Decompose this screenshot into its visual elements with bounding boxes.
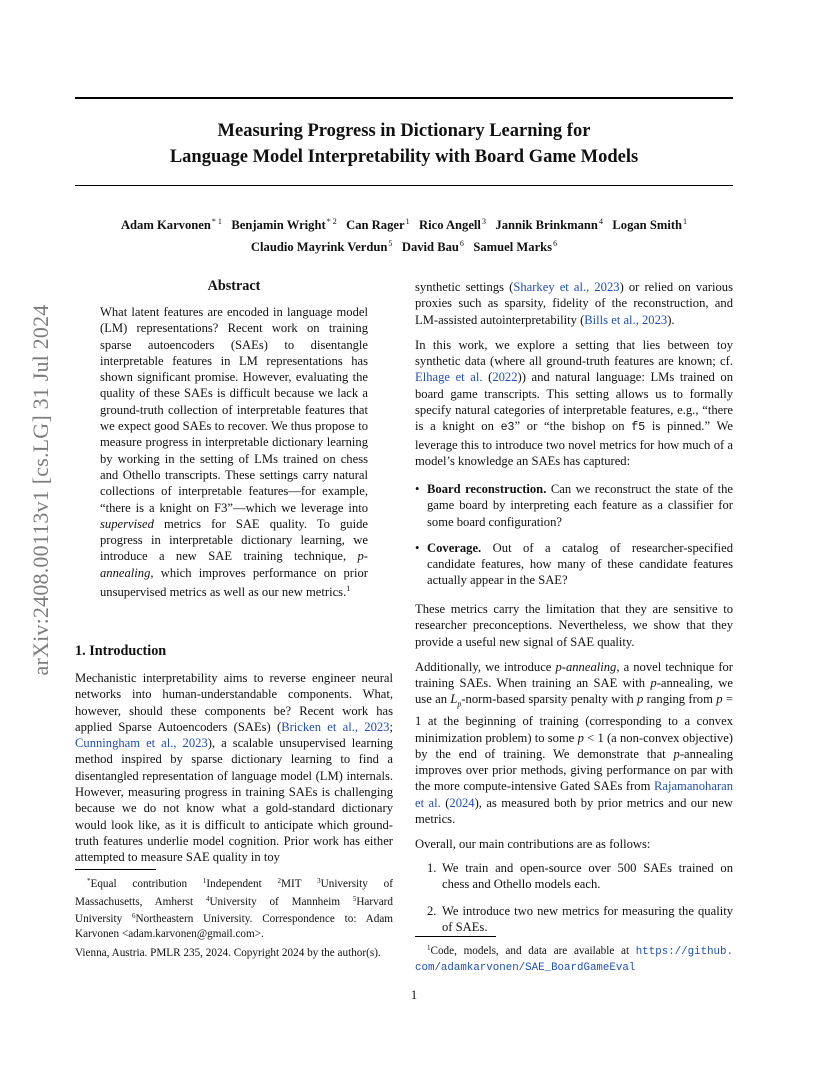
citation-link[interactable]: Bricken et al., 2023 (281, 719, 390, 734)
contributions-list (415, 860, 733, 945)
citation-year-link[interactable]: 2022 (492, 370, 518, 385)
citation-year-link[interactable]: 2024 (449, 795, 475, 810)
abstract-paragraph: What latent features are encoded in language model (LM) representations? Recent work on training sparse autoencoders (SAEs) to disentangle interpretable features in LM representations has shown significant promise. However, evaluating the quality of these SAEs is difficult because we lack a ground-truth collection of interpretable features that we expect good SAEs to recover. We thus propose to measure progress in interpretable dictionary learning by working in the setting of LMs trained on chess and Othello transcripts. These settings carry natural collections of interpretable features—for example, “there is a knight on F3”—which we leverage into supervised metrics for SAE quality. To guide progress in interpretable dictionary learning, we introduce a new SAE training technique, p-annealing, which improves performance on prior unsupervised metrics as well as our new metrics.$^1$ (100, 305, 368, 600)
author: Claudio Mayrink Verdun$^5$ (250, 238, 393, 254)
author-line-1 (75, 213, 733, 235)
github-link[interactable]: https://github. com/adamkarvonen/SAE_BoardGameEval (415, 946, 733, 974)
venue-note: Vienna, Austria. PMLR 235, 2024. Copyright 2024 by the author(s). (75, 947, 381, 959)
list-item: 2. We introduce two new metrics for measuring the quality of SAEs. (427, 903, 733, 934)
paper-title (75, 118, 733, 170)
paragraph: synthetic settings (Sharkey et al., 2023) or relied on various proxies such as sparsity, fidelity of the reconstruction, and LM-assisted autointerpretability (Bills et al., 2023). (415, 280, 733, 327)
list-item: • Coverage. Out of a catalog of researcher-specified candidate features, how many of these candidate features actually appear in the SAE? (415, 540, 733, 588)
author: David Bau$^6$ (401, 238, 464, 254)
citation-link[interactable]: Bills et al., 2023 (584, 312, 668, 327)
code-availability-footnote: $^1$Code, models, and data are available at https://github. com/adamkarvonen/SAE_BoardGameEval (415, 944, 733, 974)
author: Adam Karvonen$^{* 1}$ (120, 217, 222, 232)
arxiv-id-text: arXiv:2408.00113v1 [cs.LG] 31 Jul 2024 (28, 304, 53, 676)
footnote-rule-right (415, 936, 496, 937)
arxiv-identifier (16, 305, 66, 675)
metrics-bullet-list (415, 481, 733, 599)
introduction-body (75, 670, 393, 866)
list-number: 1. (427, 861, 437, 875)
author: Jannik Brinkmann$^4$ (495, 217, 603, 232)
author: Can Rager$^1$ (346, 217, 410, 232)
title-line-2: Language Model Interpretability with Board Game Models (169, 147, 639, 167)
bullet-icon: • (415, 540, 420, 555)
title-top-rule (75, 97, 733, 99)
author: Samuel Marks$^6$ (473, 238, 558, 254)
abstract-heading: Abstract (207, 278, 261, 294)
list-item: • Board reconstruction. Can we reconstruct the state of the game board by interpreting each feature as a classifier for some board configuration? (415, 482, 734, 529)
paragraph: Overall, our main contributions are as follows: (415, 837, 651, 852)
title-bottom-rule (75, 185, 733, 186)
author: Rico Angell$^3$ (419, 217, 486, 232)
paragraph: In this work, we explore a setting that lies between toy synthetic data (where all ground-truth features are known; cf. Elhage et al. (2022)) and natural language: LMs trained on board game transcripts. This setting allows us to formally specify natural categories of interpretable features, e.g., “there is a knight on e3” or “the bishop on f5 is pinned.” We leverage this to introduce two novel metrics for how much of a model’s knowledge an SAEs has captured: (415, 337, 734, 468)
paragraph: Additionally, we introduce p-annealing, a novel technique for training SAEs. When training an SAE with p-annealing, we use an $L_p-norm$-based sparsity penalty with p ranging from p = 1 at the beginning of training (corresponding to a convex minimization problem) to some p < 1 (a non-convex objective) by the end of training. We demonstrate that p-annealing improves over prior methods, giving performance on par with the more compute-intensive Gated SAEs from Rajamanoharan et al. (2024), as measured both by prior metrics and our new metrics. (415, 659, 734, 827)
page-number: 1 (410, 988, 418, 1002)
author: Benjamin Wright$^{* 2}$ (231, 217, 337, 232)
list-item: 1. We train and open-source over 500 SAEs trained on chess and Othello models each. (427, 861, 733, 892)
right-column-top (415, 279, 733, 469)
author-list (75, 213, 733, 256)
bullet-icon: • (415, 482, 420, 496)
section-heading-introduction: 1. Introduction (75, 643, 167, 659)
author-line-2 (75, 235, 733, 257)
citation-link[interactable]: Sharkey et al., 2023 (513, 280, 620, 294)
author: Logan Smith$^1$ (612, 217, 688, 232)
paragraph: These metrics carry the limitation that they are sensitive to researcher preconceptions. Nevertheless, we show that they provide a useful new signal of SAE quality. (415, 602, 733, 649)
list-number: 2. (427, 903, 437, 918)
title-line-1: Measuring Progress in Dictionary Learning for (217, 121, 591, 141)
abstract-body (100, 304, 368, 600)
footnote-marker[interactable]: 1 (346, 584, 351, 594)
affiliation-footnote: *Equal contribution $^1$Independent $^2$MIT $^3$University of Massachusetts, Amherst $^4$University of Mannheim $^5$Harvard University $^6$Northeastern University. Correspondence to: Adam Karvonen <adam.karvonen@gmail.com>. (75, 877, 393, 940)
citation-link[interactable]: Elhage et al. (415, 370, 483, 385)
footnote-rule-left (75, 869, 156, 870)
citation-link[interactable]: Rajamanoharan et al. (415, 779, 733, 810)
intro-paragraph: Mechanistic interpretability aims to reverse engineer neural networks into human-understandable components. What, however, should these components be? Recent work has applied Sparse Autoencoders (SAEs) (Bricken et al., 2023; Cunningham et al., 2023), a scalable unsupervised learning method inspired by sparse dictionary learning to find a disentangled representation of language model (LM) internals. However, measuring progress in training SAEs is challenging because we do not know what a gold-standard dictionary would look like, as it is difficult to anticipate which ground-truth features underlie model cognition. Prior work has either attempted to measure SAE quality in toy (75, 671, 393, 865)
right-column-middle (415, 601, 733, 853)
citation-link[interactable]: Cunningham et al., 2023 (75, 736, 208, 751)
